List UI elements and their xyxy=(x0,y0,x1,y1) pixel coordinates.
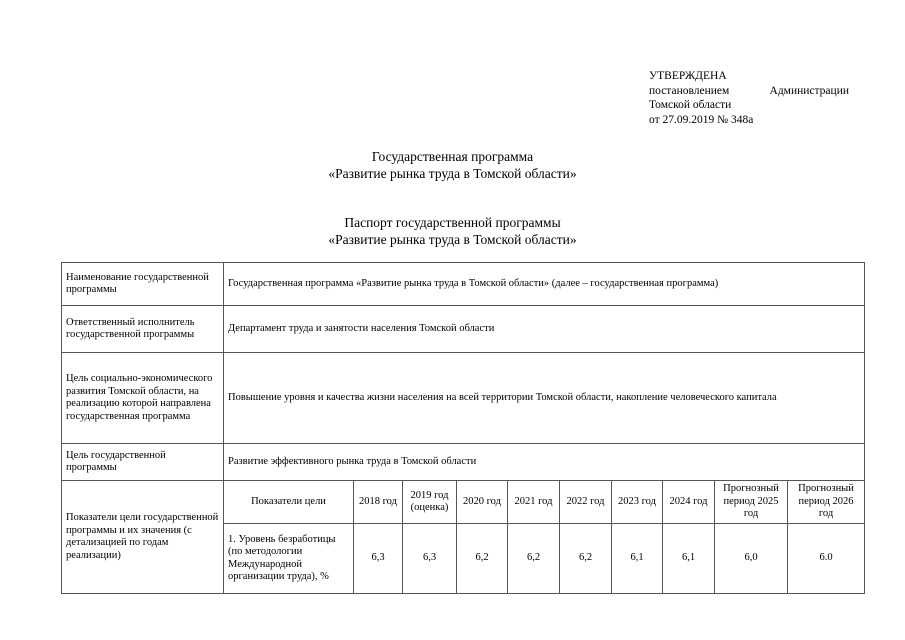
row-label: Наименование государственной программы xyxy=(62,263,224,306)
row-value: Департамент труда и занятости населения Томской области xyxy=(224,306,865,353)
header-forecast-year: Прогнозный период 2025 год xyxy=(715,481,788,524)
indicator-value: 6,1 xyxy=(663,524,715,594)
header-year: 2020 год xyxy=(457,481,508,524)
header-forecast-year: Прогнозный период 2026 год xyxy=(788,481,865,524)
row-label: Цель государственной программы xyxy=(62,444,224,481)
passport-table xyxy=(61,262,865,594)
header-year: 2024 год xyxy=(663,481,715,524)
program-title-line-1: Государственная программа xyxy=(371,149,534,164)
row-value: Развитие эффективного рынка труда в Томской области xyxy=(224,444,865,481)
indicator-value: 6,2 xyxy=(508,524,560,594)
indicator-value: 6,3 xyxy=(354,524,403,594)
table-row xyxy=(62,263,865,306)
row-value: Повышение уровня и качества жизни населения на всей территории Томской области, накопление человеческого капитала xyxy=(224,353,865,444)
table-row xyxy=(62,306,865,353)
approval-heading: УТВЕРЖДЕНА xyxy=(649,70,727,82)
header-year: 2019 год (оценка) xyxy=(403,481,457,524)
approval-word-administration: Администрации xyxy=(769,84,849,97)
header-year: 2018 год xyxy=(354,481,403,524)
row-label: Цель социально-экономического развития Томской области, на реализацию которой направлена государственная программа xyxy=(62,353,224,444)
passport-title-line-2: «Развитие рынка труда в Томской области» xyxy=(328,232,577,247)
passport-title xyxy=(0,214,905,248)
indicators-header-row xyxy=(62,481,865,524)
program-title xyxy=(0,148,905,182)
approval-date-number: от 27.09.2019 № 348а xyxy=(649,113,754,126)
indicators-label: Показатели цели государственной программы и их значения (с детализацией по годам реализации) xyxy=(62,481,224,594)
indicator-value: 6,2 xyxy=(560,524,612,594)
approval-word-resolution: постановлением xyxy=(649,84,730,97)
row-label: Ответственный исполнитель государственной программы xyxy=(62,306,224,353)
indicator-value: 6,2 xyxy=(457,524,508,594)
header-year: 2023 год xyxy=(612,481,663,524)
table-row xyxy=(62,353,865,444)
indicator-value: 6.0 xyxy=(788,524,865,594)
table-row xyxy=(62,444,865,481)
indicator-value: 6,0 xyxy=(715,524,788,594)
passport-title-line-1: Паспорт государственной программы xyxy=(344,215,561,230)
indicator-name: 1. Уровень безработицы (по методологии Международной организации труда), % xyxy=(224,524,354,594)
row-value: Государственная программа «Развитие рынка труда в Томской области» (далее – государственная программа) xyxy=(224,263,865,306)
header-year: 2022 год xyxy=(560,481,612,524)
approval-line-2 xyxy=(649,84,849,99)
header-indicator-name: Показатели цели xyxy=(224,481,354,524)
indicator-value: 6,1 xyxy=(612,524,663,594)
indicator-value: 6,3 xyxy=(403,524,457,594)
approval-region: Томской области xyxy=(649,99,732,111)
header-year: 2021 год xyxy=(508,481,560,524)
approval-stamp xyxy=(649,69,849,127)
program-title-line-2: «Развитие рынка труда в Томской области» xyxy=(328,166,577,181)
